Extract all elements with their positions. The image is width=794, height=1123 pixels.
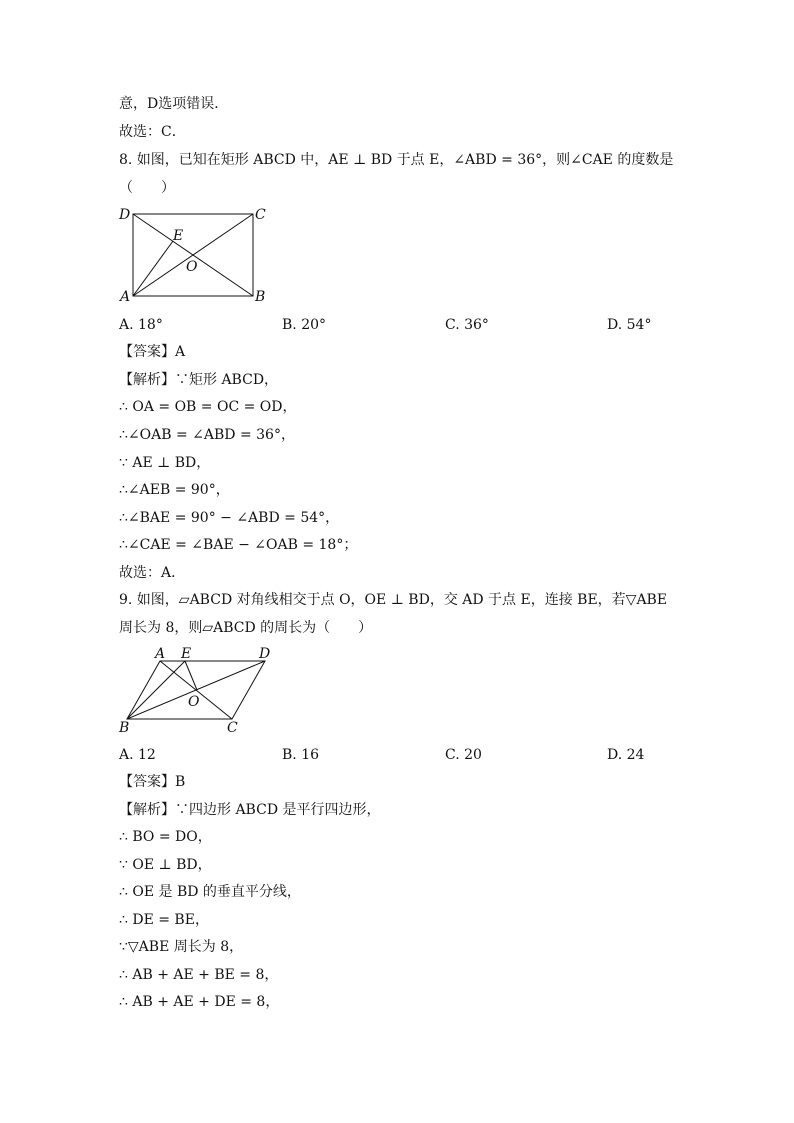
q9-option-d: D. 24: [607, 747, 645, 763]
question-8-figure: [115, 203, 275, 305]
question-9-stem: 周长为 8，则▱ABCD 的周长为（ ）: [119, 620, 373, 636]
q8-option-d: D. 54°: [607, 317, 652, 333]
segment-be: [127, 661, 185, 719]
diagonal-ac: [160, 661, 232, 719]
label-a: A: [120, 289, 131, 305]
q9-option-b: B. 16: [282, 747, 320, 763]
label-e: E: [173, 228, 184, 244]
q9-option-c: C. 20: [445, 747, 482, 763]
segment-ae: [133, 241, 173, 296]
label-o: O: [188, 694, 200, 710]
q8-option-c: C. 36°: [445, 317, 489, 333]
label-b: B: [255, 289, 266, 305]
q9-option-a: A. 12: [119, 747, 156, 763]
label-c: C: [227, 720, 238, 736]
label-d: D: [119, 207, 131, 223]
label-c: C: [255, 207, 266, 223]
q9-solution-line: ∵ OE ⊥ BD，: [119, 857, 212, 873]
label-e: E: [181, 646, 192, 662]
q9-solution-line: ∵▽ABE 周长为 8，: [119, 939, 244, 955]
question-9-stem: 9. 如图，▱ABCD 对角线相交于点 O，OE ⊥ BD，交 AD 于点 E，连接 BE，若▽ABE: [119, 592, 668, 608]
text-line: 意，D选项错误．: [119, 96, 229, 112]
text-line: 故选：C．: [119, 124, 186, 140]
q8-solution-line: ∴ OA = OB = OC = OD，: [119, 399, 297, 415]
q8-option-b: B. 20°: [282, 317, 327, 333]
q8-solution-line: 【解析】∵矩形 ABCD，: [119, 372, 279, 388]
q9-solution-line: ∴ DE = BE，: [119, 912, 209, 928]
q8-solution-line: ∴∠OAB = ∠ABD = 36°，: [119, 427, 295, 443]
q9-solution-line: ∴ AB + AE + BE = 8，: [119, 967, 279, 983]
q8-solution-line: 故选：A．: [119, 565, 186, 581]
q9-solution-line: ∴ BO = DO，: [119, 829, 212, 845]
label-o: O: [186, 259, 198, 275]
q9-solution-line: 【解析】∵四边形 ABCD 是平行四边形，: [119, 802, 381, 818]
q9-solution-line: ∴ OE 是 BD 的垂直平分线，: [119, 884, 301, 900]
question-8-stem: 8. 如图，已知在矩形 ABCD 中，AE ⊥ BD 于点 E，∠ABD = 36°，则∠CAE 的度数是: [119, 152, 674, 168]
q8-solution-line: ∴∠AEB = 90°，: [119, 482, 230, 498]
q9-solution-line: ∴ AB + AE + DE = 8，: [119, 994, 280, 1010]
q8-answer: 【答案】A: [119, 344, 186, 360]
question-9-figure: [115, 643, 285, 738]
label-a: A: [155, 646, 166, 662]
q8-solution-line: ∴∠BAE = 90° − ∠ABD = 54°，: [119, 510, 340, 526]
question-8-paren: （ ）: [119, 180, 175, 196]
q9-answer: 【答案】B: [119, 774, 186, 790]
q8-solution-line: ∵ AE ⊥ BD，: [119, 455, 211, 471]
label-b: B: [119, 720, 130, 736]
q8-option-a: A. 18°: [119, 317, 163, 333]
q8-solution-line: ∴∠CAE = ∠BAE − ∠OAB = 18°；: [119, 537, 358, 553]
label-d: D: [259, 646, 271, 662]
